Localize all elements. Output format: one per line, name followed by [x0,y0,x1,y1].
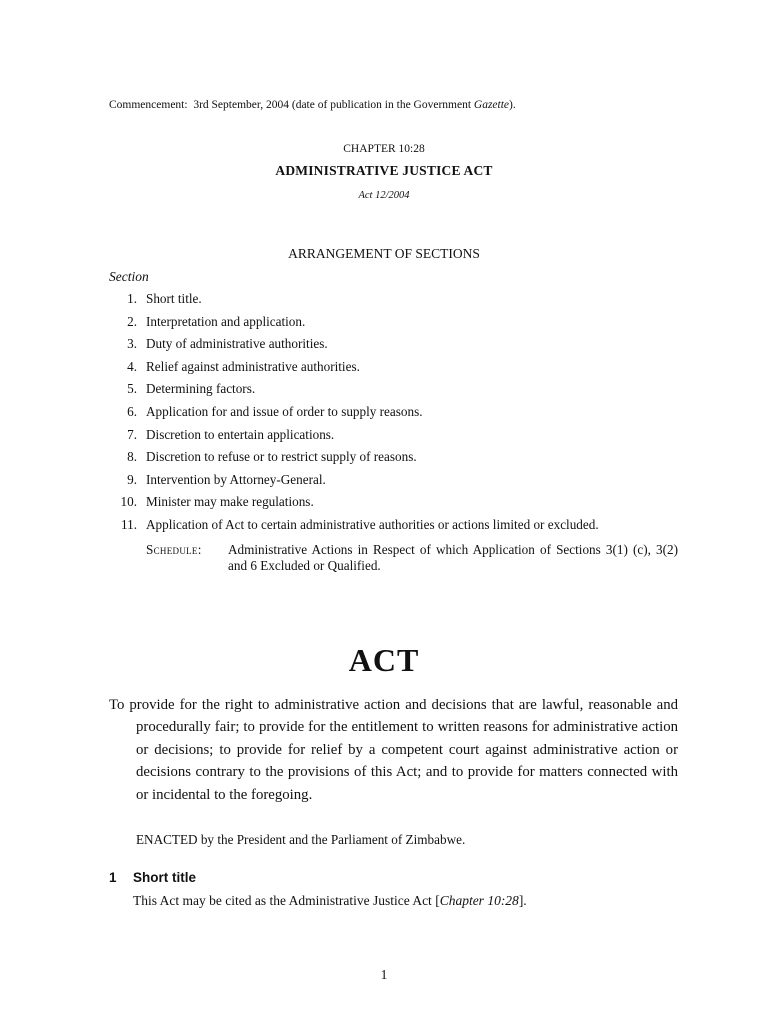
act-number: Act 12/2004 [358,190,410,201]
section-heading-title: Short title [133,870,196,885]
section-body-chapter: Chapter 10:28 [439,893,519,908]
list-item [0,359,768,382]
list-item [0,336,768,359]
commencement-gazette: Gazette [473,99,510,111]
section-number: 4. [127,358,137,374]
list-item [0,517,768,540]
section-number: 10. [120,494,137,510]
section-title: Discretion to refuse or to restrict supply of reasons. [146,449,417,465]
commencement-line [109,99,516,111]
section-heading [109,870,196,885]
arrangement-heading: ARRANGEMENT OF SECTIONS [288,246,480,261]
section-title: Minister may make regulations. [146,494,314,510]
act-heading: ACT [348,642,420,678]
section-number: 5. [127,381,137,397]
list-item [0,381,768,404]
section-number: 8. [127,449,137,465]
act-title: ADMINISTRATIVE JUSTICE ACT [275,163,493,178]
section-heading-number: 1 [109,870,117,885]
enacting-clause: ENACTED by the President and the Parliament of Zimbabwe. [136,832,466,847]
schedule-text: Administrative Actions in Respect of which Application of Sections 3(1) (c), 3(2) and 6 Excluded or Qualified. [228,542,678,573]
section-title: Short title. [146,291,202,306]
list-item [0,494,768,517]
section-number: 3. [127,336,137,352]
section-title: Intervention by Attorney-General. [146,471,326,487]
chapter-number: CHAPTER 10:28 [343,143,425,155]
commencement-end: ). [509,99,516,111]
list-item [0,472,768,495]
section-title: Application for and issue of order to supply reasons. [146,403,423,419]
sections-list [0,291,768,540]
section-title: Relief against administrative authorities. [146,358,360,374]
section-number: 9. [127,471,137,487]
section-number: 11. [121,516,137,532]
section-title: Duty of administrative authorities. [146,336,328,352]
section-title: Application of Act to certain administrative authorities or actions limited or excluded. [146,516,599,532]
section-title: Discretion to entertain applications. [146,426,335,442]
list-item [0,404,768,427]
page-number: 1 [380,967,388,982]
section-number: 1. [127,291,137,306]
list-item [0,449,768,472]
list-item [0,291,768,314]
section-column-label: Section [109,269,149,284]
section-title: Determining factors. [146,381,256,397]
section-body-text: This Act may be cited as the Administrative Justice Act [ [133,893,440,908]
section-number: 6. [127,403,137,419]
list-item [0,314,768,337]
list-item [0,427,768,450]
commencement-label: Commencement: [109,99,188,111]
schedule-label: Schedule: [146,542,202,557]
section-body-end: ]. [518,893,527,908]
section-title: Interpretation and application. [146,313,306,329]
commencement-text: 3rd September, 2004 (date of publication in the Government [193,99,472,111]
section-body [133,893,527,909]
section-number: 2. [127,313,137,329]
section-number: 7. [127,426,137,442]
long-title-preamble: To provide for the right to administrative action and decisions that are lawful, reasonable and procedurally fair; to provide for the entitlement to written reasons for administrative action or decisions; to provide for relief by a competent court against administrative action or decisions contrary to the provisions of this Act; and to provide for matters connected with or incidental to the foregoing. [109,697,678,803]
